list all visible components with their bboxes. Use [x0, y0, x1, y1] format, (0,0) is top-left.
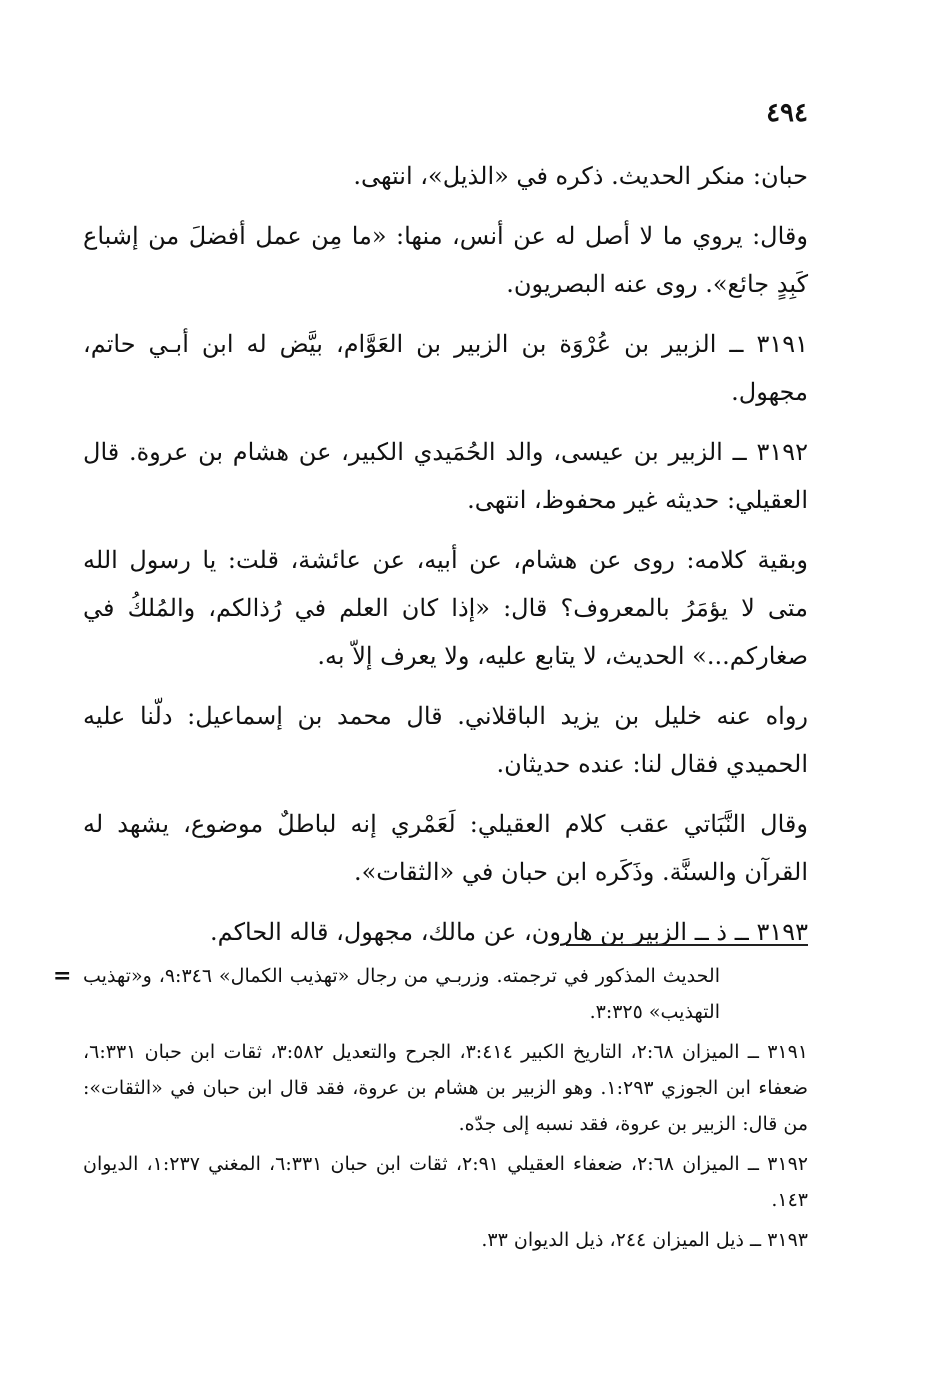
footnote: ٣١٩٣ ــ ذيل الميزان ٢٤٤، ذيل الديوان ٣٣. [481, 1229, 808, 1251]
footnote-divider [566, 944, 808, 946]
page-number: ٤٩٤ [766, 98, 808, 128]
footnote-continuation-marker: = [53, 963, 72, 989]
paragraph: حبان: منكر الحديث. ذكره في «الذيل»، انتهى. [353, 162, 808, 190]
paragraph: رواه عنه خليل بن يزيد الباقلاني. قال محمد بن إسماعيل: دلّنا عليه الحميدي فقال لنا: عنده حديثان. [83, 702, 809, 778]
main-text [83, 152, 808, 968]
footnote: ٣١٩٢ ــ الميزان ٢:٦٨، ضعفاء العقيلي ٢:٩١، ثقات ابن حبان ٦:٣٣١، المغني ١:٢٣٧، الديوان ١٤٣. [83, 1153, 808, 1211]
paragraph: وقال النَّبَاتي عقب كلام العقيلي: لَعَمْري إنه لباطلٌ موضوع، يشهد له القرآن والسنَّة. وذَكَره ابن حبان في «الثقات». [83, 810, 808, 886]
paragraph: وبقية كلامه: روى عن هشام، عن أبيه، عن عائشة، قلت: يا رسول الله متى لا يؤمَرُ بالمعروف؟ قال: «إذا كان العلم في رُذالكم، والمُلكُ في صغاركم...» الحديث، لا يتابع عليه، ولا يعرف إلاّ به. [83, 546, 808, 670]
footnote: ٣١٩١ ــ الميزان ٢:٦٨، التاريخ الكبير ٣:٤١٤، الجرح والتعديل ٣:٥٨٢، ثقات ابن حبان ٦:٣٣١، ضعفاء ابن الجوزي ١:٢٩٣. وهو الزبير بن هشام بن عروة، فقد قال ابن حبان في «الثقات»: من قال: الزبير بن عروة، فقد نسبه إلى جدّه. [83, 1041, 809, 1135]
footnotes [53, 958, 809, 1262]
footnote-continuation [53, 958, 808, 1030]
entry-paragraph: ٣١٩٢ ــ الزبير بن عيسى، والد الحُمَيدي الكبير، عن هشام بن عروة. قال العقيلي: حديثه غير محفوظ، انتهى. [83, 438, 808, 514]
entry-paragraph: ٣١٩١ ــ الزبير بن عُرْوَة بن الزبير بن العَوَّام، بيَّض له ابن أبـي حاتم، مجهول. [83, 330, 808, 406]
footnote-text: الحديث المذكور في ترجمته. وزربـي من رجال «تهذيب الكمال» ٩:٣٤٦، و«تهذيب التهذيب» ٣:٣٢٥. [83, 965, 720, 1023]
paragraph: وقال: يروي ما لا أصل له عن أنس، منها: «ما مِن عمل أفضلَ من إشباع كَبِدٍ جائع». روى عنه البصريون. [83, 222, 808, 298]
entry-paragraph: ٣١٩٣ ــ ذ ــ الزبير بن هارون، عن مالك، مجهول، قاله الحاكم. [210, 918, 808, 946]
